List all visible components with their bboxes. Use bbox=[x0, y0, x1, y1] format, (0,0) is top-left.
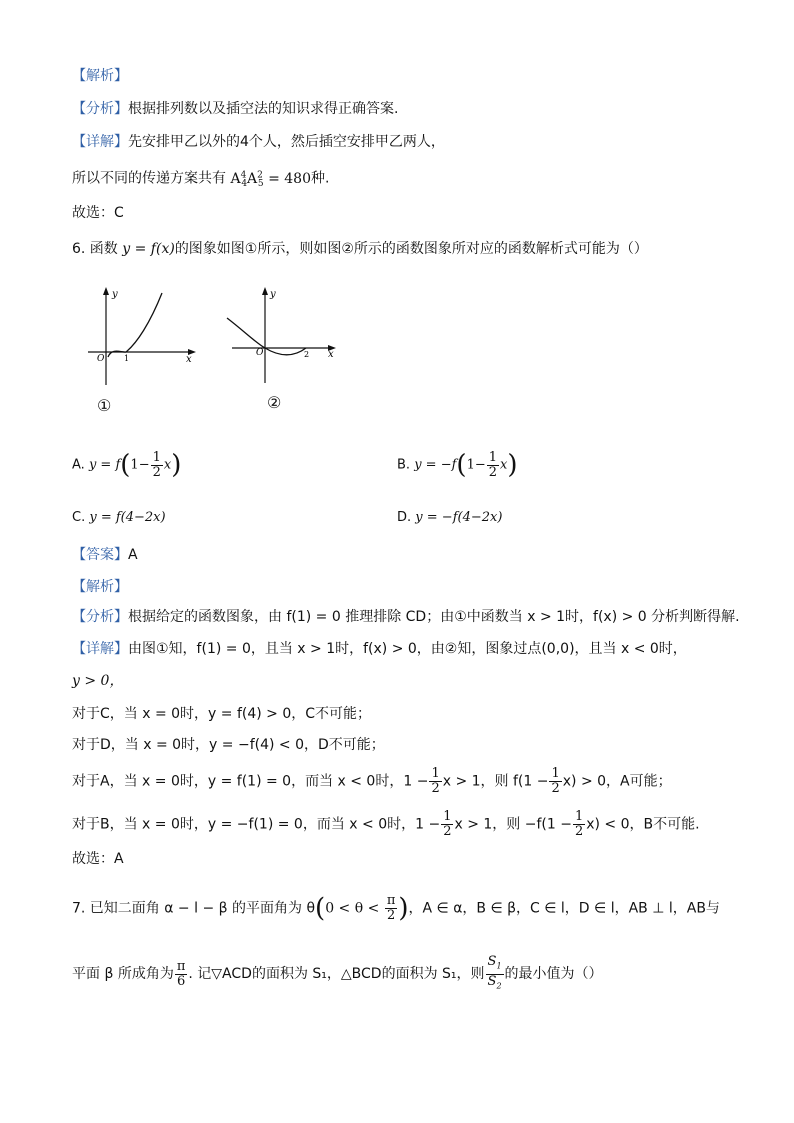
case-b-part2: x > 1，则 −f(1 − bbox=[454, 816, 572, 833]
option-c-letter: C. bbox=[72, 510, 86, 525]
xiangjie-line bbox=[72, 133, 445, 151]
case-b-part3: x) < 0，B不可能. bbox=[586, 816, 700, 833]
q6-fenxi-tag: 【分析】 bbox=[72, 609, 128, 625]
q7-line2-c: 的最小值为（） bbox=[504, 966, 603, 983]
svg-text:O: O bbox=[256, 348, 264, 358]
permutation-suffix: 种. bbox=[311, 170, 330, 187]
case-a-part2: x > 1，则 f(1 − bbox=[442, 773, 549, 790]
answer-tag: 【答案】 bbox=[72, 547, 128, 563]
fenxi-text: 根据排列数以及插空法的知识求得正确答案. bbox=[128, 101, 399, 117]
permutation-value: = 480 bbox=[268, 170, 311, 187]
q6-case-d: 对于D，当 x = 0时，y = −f(4) < 0，D不可能； bbox=[72, 737, 385, 753]
case-a-part3: x) > 0，A可能； bbox=[562, 773, 672, 790]
jiexi-tag: 【解析】 bbox=[72, 68, 128, 84]
q6-xiangjie-line bbox=[72, 640, 687, 658]
svg-text:y: y bbox=[270, 289, 276, 300]
figure-1-label: ① bbox=[97, 396, 112, 415]
q7-line2: 平面 β 所成角为 $\frac{\pi}{6}$ . 记▽ACD的面积为 S₁，△BCD的面积为 S₁，则 $\frac{S_1}{S_2}$ 的最小值为（） bbox=[72, 954, 603, 991]
fenxi-tag: 【分析】 bbox=[72, 101, 128, 117]
svg-text:1: 1 bbox=[124, 354, 130, 363]
q6-fenxi-line bbox=[72, 608, 740, 626]
svg-text:y: y bbox=[112, 289, 118, 300]
option-c-text: y = f(4−2x) bbox=[89, 510, 166, 525]
q6-stem-prefix: 6. 函数 bbox=[72, 241, 118, 257]
option-d[interactable] bbox=[397, 510, 502, 525]
answer-value: A bbox=[128, 547, 138, 563]
svg-text:2: 2 bbox=[304, 350, 310, 359]
option-a[interactable]: A. y = f(1− $\frac{1}{2}$ x) bbox=[72, 449, 182, 480]
q6-answer-line bbox=[72, 546, 138, 564]
xiangjie-text: 先安排甲乙以外的4个人，然后插空安排甲乙两人， bbox=[128, 134, 445, 150]
option-a-text: y = f bbox=[88, 457, 121, 473]
svg-text:x: x bbox=[328, 349, 334, 360]
prev-answer: 故选：C bbox=[72, 205, 124, 221]
q7-line1-a: 7. 已知二面角 α − l − β 的平面角为 θ bbox=[72, 900, 316, 917]
option-b[interactable]: B. y = −f(1− $\frac{1}{2}$ x) bbox=[397, 449, 518, 480]
option-d-letter: D. bbox=[397, 510, 412, 525]
q6-fenxi-text: 根据给定的函数图象，由 f(1) = 0 推理排除 CD；由①中函数当 x > 1时，f(x) > 0 分析判断得解. bbox=[128, 609, 740, 625]
q6-case-a: 对于A，当 x = 0时，y = f(1) = 0，而当 x < 0时，1 − $\frac{1}{2}$ x > 1，则 f(1 − $\frac{1}{2}$ x) > 0，A可能； bbox=[72, 766, 672, 796]
svg-text:x: x bbox=[186, 354, 192, 365]
q7-line2-b: . 记▽ACD的面积为 S₁，△BCD的面积为 S₁，则 bbox=[188, 966, 485, 983]
q6-jiexi-tag: 【解析】 bbox=[72, 579, 128, 595]
q6-case-b: 对于B，当 x = 0时，y = −f(1) = 0，而当 x < 0时，1 − $\frac{1}{2}$ x > 1，则 −f(1 − $\frac{1}{2}$ x) < 0，B不可能. bbox=[72, 809, 700, 839]
option-b-text: y = −f bbox=[414, 457, 457, 473]
option-d-text: y = −f(4−2x) bbox=[415, 510, 503, 525]
option-b-letter: B. bbox=[397, 457, 411, 473]
option-a-letter: A. bbox=[72, 457, 85, 473]
q6-stem-text: 的图象如图①所示，则如图②所示的函数图象所对应的函数解析式可能为（） bbox=[174, 241, 648, 257]
permutation-prefix: 所以不同的传递方案共有 bbox=[72, 170, 226, 187]
q6-function: y = f(x) bbox=[122, 241, 175, 257]
q6-case-c: 对于C，当 x = 0时，y = f(4) > 0，C不可能； bbox=[72, 706, 372, 722]
svg-text:O: O bbox=[97, 354, 105, 364]
q6-y-positive: y > 0， bbox=[72, 673, 124, 689]
q6-final-answer: 故选：A bbox=[72, 851, 124, 867]
q7-line1: 7. 已知二面角 α − l − β 的平面角为 θ(0 < θ < $\frac{\pi}{2}$ )，A ∈ α，B ∈ β，C ∈ l，D ∈ l，AB ⊥ l，AB与 bbox=[72, 893, 720, 924]
case-b-part1: 对于B，当 x = 0时，y = −f(1) = 0，而当 x < 0时，1 − bbox=[72, 816, 441, 833]
figure-2-graph bbox=[222, 285, 340, 390]
fenxi-line bbox=[72, 100, 398, 118]
xiangjie-tag: 【详解】 bbox=[72, 134, 128, 150]
q6-stem bbox=[72, 240, 648, 258]
permutation-expression: $A^4_4A^2_5 = 480$ bbox=[230, 170, 311, 190]
perm-a1: A bbox=[230, 170, 241, 187]
permutation-line bbox=[72, 166, 329, 193]
q7-line2-a: 平面 β 所成角为 bbox=[72, 966, 174, 983]
q6-xiangjie-tag: 【详解】 bbox=[72, 641, 128, 657]
option-c[interactable] bbox=[72, 510, 166, 525]
q6-xiangjie-text: 由图①知，f(1) = 0，且当 x > 1时，f(x) > 0，由②知，图象过点(0,0)，且当 x < 0时， bbox=[128, 641, 687, 657]
figure-2-label: ② bbox=[267, 393, 282, 412]
case-a-part1: 对于A，当 x = 0时，y = f(1) = 0，而当 x < 0时，1 − bbox=[72, 773, 429, 790]
q7-line1-b: ，A ∈ α，B ∈ β，C ∈ l，D ∈ l，AB ⊥ l，AB与 bbox=[408, 900, 720, 917]
